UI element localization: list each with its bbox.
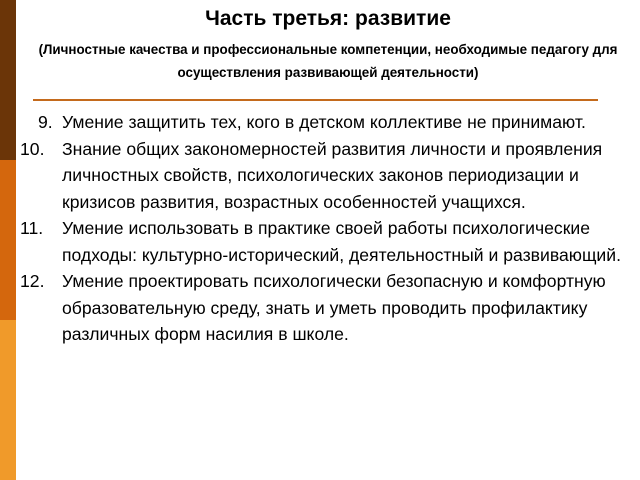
title-divider bbox=[33, 99, 598, 101]
slide-subtitle: (Личностные качества и профессиональные компетенции, необходимые педагогу для осуществления развивающей деятельности) bbox=[38, 42, 618, 80]
list-item bbox=[20, 215, 628, 268]
list-item-text: Умение защитить тех, кого в детском коллективе не принимают. bbox=[62, 112, 586, 132]
list-item-text: Умение использовать в практике своей работы психологические подходы: культурно-исторический, деятельностный и развивающий. bbox=[62, 218, 621, 265]
side-bar-segment-light bbox=[0, 320, 16, 480]
decorative-side-bar bbox=[0, 0, 16, 480]
side-bar-segment-dark bbox=[0, 0, 16, 160]
list-item-text: Знание общих закономерностей развития личности и проявления личностных свойств, психологических законов периодизации и кризисов развития, возрастных особенностей учащихся. bbox=[62, 138, 603, 212]
competency-list bbox=[20, 109, 628, 348]
slide-title: Часть третья: развитие bbox=[205, 7, 451, 30]
side-bar-segment-orange bbox=[0, 160, 16, 320]
list-item-number: 10. bbox=[20, 138, 45, 159]
list-item bbox=[20, 136, 628, 216]
list-item bbox=[20, 268, 628, 348]
list-item-number: 9. bbox=[38, 112, 53, 132]
list-item bbox=[38, 109, 628, 136]
list-item-number: 12. bbox=[20, 271, 45, 291]
list-item-number: 11. bbox=[20, 218, 44, 238]
list-item-text: Умение проектировать психологически безопасную и комфортную образовательную среду, знать и уметь проводить профилактику различных форм насилия в школе. bbox=[62, 271, 606, 344]
